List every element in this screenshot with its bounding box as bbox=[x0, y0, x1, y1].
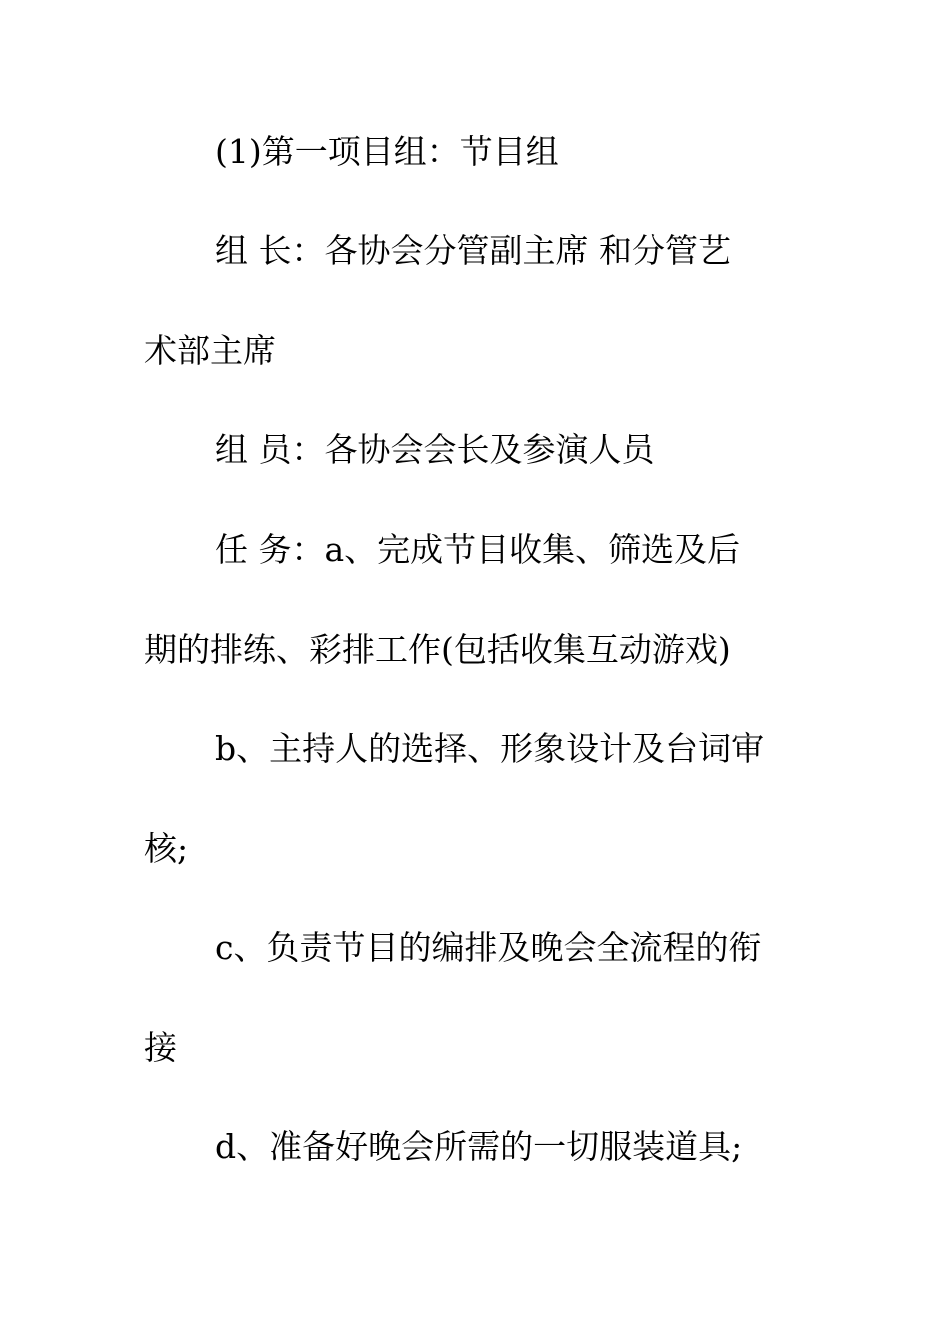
group-leader-line: 组 长：各协会分管副主席 和分管艺 bbox=[215, 231, 731, 270]
section-heading: (1)第一项目组：节目组 bbox=[215, 132, 559, 171]
group-members-line: 组 员：各协会会长及参演人员 bbox=[215, 430, 655, 469]
task-d-line: d、准备好晚会所需的一切服装道具; bbox=[215, 1127, 743, 1166]
task-c-line: c、负责节目的编排及晚会全流程的衔 bbox=[215, 928, 762, 967]
task-a-line-cont: 期的排练、彩排工作(包括收集互动游戏) bbox=[144, 630, 731, 669]
group-leader-line-cont: 术部主席 bbox=[144, 331, 276, 370]
task-a-line: 任 务：a、完成节目收集、筛选及后 bbox=[215, 530, 741, 569]
task-c-line-cont: 接 bbox=[144, 1028, 177, 1067]
task-b-line-cont: 核; bbox=[144, 829, 189, 868]
task-b-line: b、主持人的选择、形象设计及台词审 bbox=[215, 729, 765, 768]
